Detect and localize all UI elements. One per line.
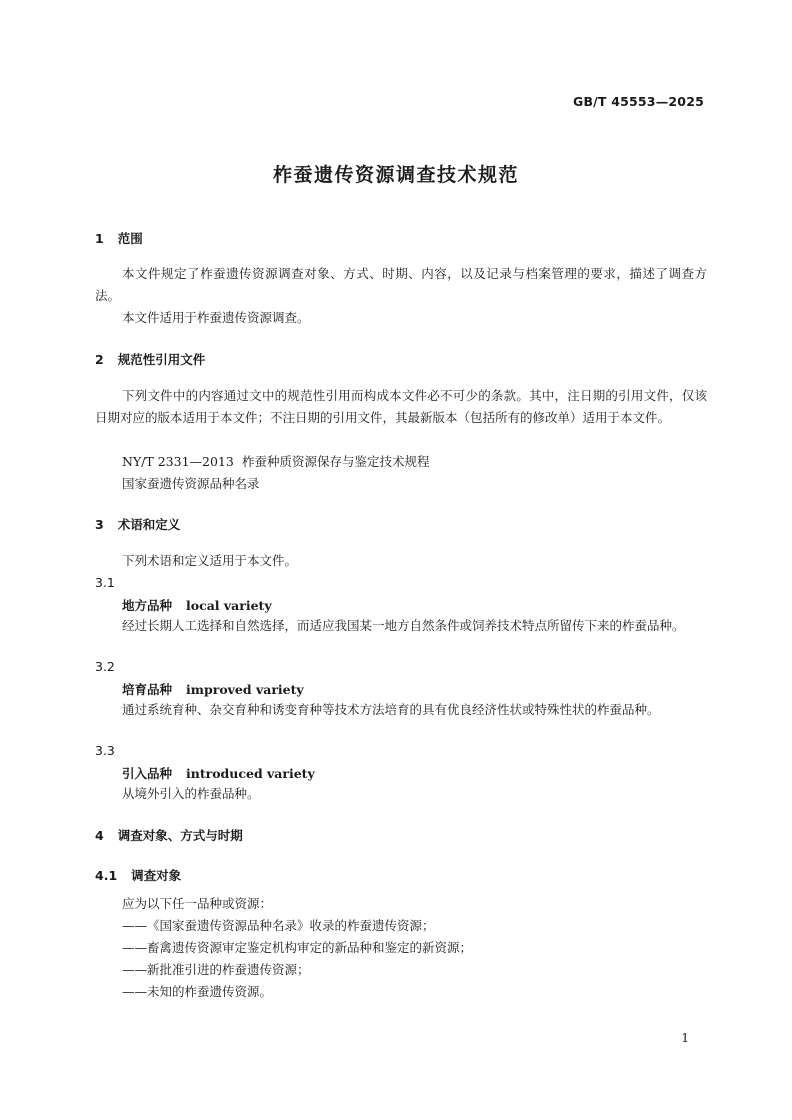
section-number: 4 [95, 828, 104, 843]
reference-code: NY/T 2331—2013 [122, 454, 234, 469]
section-2-heading [95, 350, 205, 368]
section-title: 调查对象、方式与时期 [117, 828, 243, 843]
list-item: ——《国家蚕遗传资源品种名录》收录的柞蚕遗传资源； [122, 918, 435, 933]
term-number: 3.3 [95, 743, 115, 758]
term-en: improved variety [186, 682, 304, 697]
term-zh: 地方品种 [122, 598, 173, 613]
section-number: 2 [95, 352, 104, 367]
standard-number: GB/T 45553—2025 [572, 94, 704, 109]
term-zh: 培育品种 [122, 682, 173, 697]
term-label [122, 596, 272, 614]
paragraph: 应为以下任一品种或资源： [122, 896, 273, 911]
term-en: introduced variety [186, 766, 315, 781]
section-3-heading [95, 515, 180, 533]
normative-reference [122, 451, 430, 473]
list-item: ——新批准引进的柞蚕遗传资源； [122, 962, 310, 977]
term-definition: 从境外引入的柞蚕品种。 [122, 786, 260, 801]
term-number: 3.1 [95, 575, 115, 590]
section-4-heading [95, 826, 243, 844]
section-1-heading [95, 229, 143, 247]
section-title: 范围 [117, 231, 143, 246]
term-label [122, 764, 315, 782]
paragraph: 本文件适用于柞蚕遗传资源调查。 [122, 310, 310, 325]
term-zh: 引入品种 [122, 766, 173, 781]
list-item: ——畜禽遗传资源审定鉴定机构审定的新品种和鉴定的新资源； [122, 940, 473, 955]
paragraph: 下列文件中的内容通过文中的规范性引用而构成本文件必不可少的条款。其中，注日期的引用文件，仅该日期对应的版本适用于本文件；不注日期的引用文件，其最新版本（包括所有的修改单）适用于本文件。 [95, 388, 707, 425]
section-number: 3 [95, 517, 104, 532]
document-title: 柞蚕遗传资源调查技术规范 [272, 164, 519, 186]
section-title: 术语和定义 [117, 517, 181, 532]
paragraph: 本文件规定了柞蚕遗传资源调查对象、方式、时期、内容，以及记录与档案管理的要求，描述了调查方法。 [95, 266, 707, 303]
term-number: 3.2 [95, 659, 115, 674]
page-number: 1 [681, 1031, 689, 1045]
list-item: ——未知的柞蚕遗传资源。 [122, 984, 273, 999]
term-label [122, 680, 304, 698]
section-title: 规范性引用文件 [117, 352, 206, 367]
term-definition: 经过长期人工选择和自然选择，而适应我国某一地方自然条件或饲养技术特点所留传下来的柞蚕品种。 [122, 618, 685, 633]
subsection-number: 4.1 [95, 868, 118, 883]
section-number: 1 [95, 231, 104, 246]
subsection-title: 调查对象 [131, 868, 182, 883]
term-definition: 通过系统育种、杂交育种和诱变育种等技术方法培育的具有优良经济性状或特殊性状的柞蚕品种。 [122, 702, 660, 717]
subsection-4-1-heading [95, 866, 181, 884]
paragraph: 下列术语和定义适用于本文件。 [122, 553, 298, 568]
reference-title: 柞蚕种质资源保存与鉴定技术规程 [242, 454, 430, 469]
term-en: local variety [186, 598, 272, 613]
normative-reference: 国家蚕遗传资源品种名录 [122, 476, 260, 491]
